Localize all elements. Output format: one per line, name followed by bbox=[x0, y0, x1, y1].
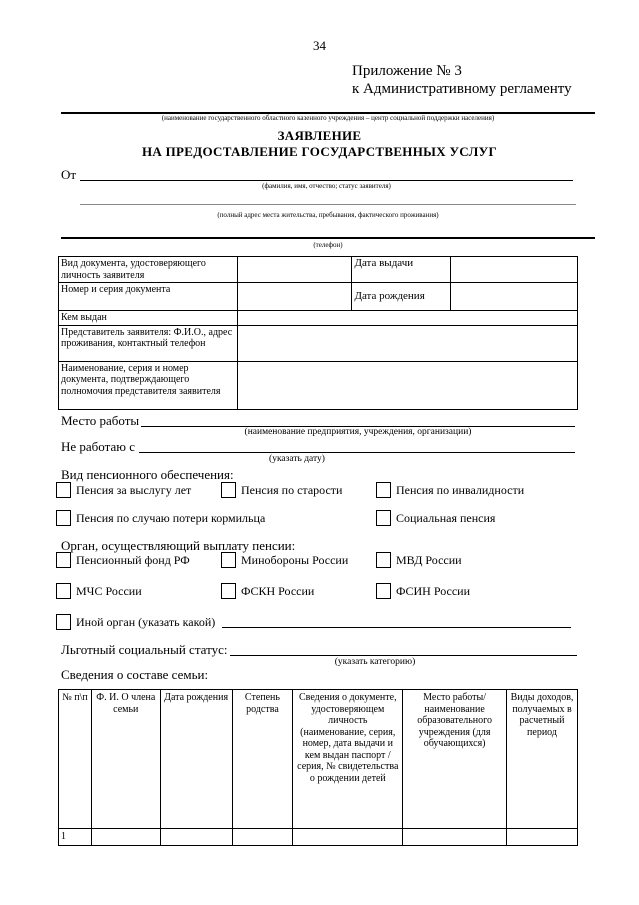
appendix-line-1: Приложение № 3 bbox=[352, 63, 462, 79]
checkbox[interactable] bbox=[56, 614, 71, 630]
col-income: Виды доходов, получаемых в расчетный период bbox=[507, 690, 578, 829]
birth-date-value[interactable] bbox=[451, 283, 578, 311]
authority-doc-label: Наименование, серия и номер документа, подтверждающего полномочия представителя заявителя bbox=[59, 361, 238, 409]
pension-heading: Вид пенсионного обеспечения: bbox=[61, 467, 234, 482]
representative-label: Представитель заявителя: Ф.И.О., адрес проживания, контактный телефон bbox=[59, 325, 238, 361]
from-label: От bbox=[61, 167, 77, 182]
checkbox[interactable] bbox=[376, 510, 391, 526]
appendix-line-2: к Административному регламенту bbox=[352, 81, 572, 97]
social-status-field[interactable] bbox=[230, 655, 577, 656]
doc-number-value[interactable] bbox=[237, 283, 352, 311]
pension-option-survivor[interactable]: Пенсия по случаю потери кормильца bbox=[56, 510, 265, 526]
issue-date-value[interactable] bbox=[451, 257, 578, 283]
payer-option-pfr[interactable]: Пенсионный фонд РФ bbox=[56, 552, 190, 568]
address-field[interactable] bbox=[80, 204, 576, 205]
row-number: 1 bbox=[59, 829, 92, 846]
payer-option-fskn[interactable]: ФСКН России bbox=[221, 583, 314, 599]
form-title-2: НА ПРЕДОСТАВЛЕНИЕ ГОСУДАРСТВЕННЫХ УСЛУГ bbox=[141, 144, 498, 159]
row-cell[interactable] bbox=[507, 829, 578, 846]
row-cell[interactable] bbox=[160, 829, 232, 846]
checkbox[interactable] bbox=[56, 552, 71, 568]
col-id-document: Сведения о документе, удостоверяющем личность (наименование, серия, номер, дата выдачи и кем выдан паспорт / серия, № свидетельства о рождении детей bbox=[293, 690, 403, 829]
not-working-date-field[interactable] bbox=[139, 452, 575, 453]
col-name: Ф. И. О члена семьи bbox=[91, 690, 160, 829]
authority-doc-value[interactable] bbox=[237, 361, 577, 409]
checkbox[interactable] bbox=[376, 482, 391, 498]
issued-by-label: Кем выдан bbox=[59, 311, 238, 326]
row-cell[interactable] bbox=[232, 829, 293, 846]
doc-type-label: Вид документа, удостоверяющего личность заявителя bbox=[59, 257, 238, 283]
checkbox[interactable] bbox=[221, 552, 236, 568]
document-table bbox=[58, 256, 578, 410]
payer-option-mchs[interactable]: МЧС России bbox=[56, 583, 142, 599]
checkbox[interactable] bbox=[221, 583, 236, 599]
payer-option-other[interactable]: Иной орган (указать какой) bbox=[56, 614, 215, 630]
phone-caption: (телефон) bbox=[313, 241, 343, 249]
checkbox[interactable] bbox=[56, 583, 71, 599]
issued-by-value[interactable] bbox=[237, 311, 577, 326]
payer-option-fsin[interactable]: ФСИН России bbox=[376, 583, 470, 599]
pension-option-social[interactable]: Социальная пенсия bbox=[376, 510, 495, 526]
col-relation: Степень родства bbox=[232, 690, 293, 829]
form-title-1: ЗАЯВЛЕНИЕ bbox=[277, 128, 362, 143]
representative-value[interactable] bbox=[237, 325, 577, 361]
doc-number-label: Номер и серия документа bbox=[59, 283, 238, 311]
checkbox[interactable] bbox=[56, 482, 71, 498]
table-row bbox=[59, 829, 578, 846]
social-status-caption: (указать категорию) bbox=[334, 657, 416, 667]
social-status-label: Льготный социальный статус: bbox=[61, 642, 228, 657]
pension-option-old-age[interactable]: Пенсия по старости bbox=[221, 482, 342, 498]
doc-type-value[interactable] bbox=[237, 257, 352, 283]
payer-option-mod[interactable]: Минобороны России bbox=[221, 552, 348, 568]
institution-caption: (наименование государственного областного казенного учреждения – центр социальной поддержки населения) bbox=[161, 114, 495, 122]
date-caption: (указать дату) bbox=[269, 454, 325, 464]
payer-heading: Орган, осуществляющий выплату пенсии: bbox=[61, 538, 296, 553]
name-caption: (фамилия, имя, отчество; статус заявителя) bbox=[262, 182, 391, 190]
name-field[interactable] bbox=[80, 180, 573, 181]
checkbox[interactable] bbox=[376, 552, 391, 568]
pension-option-service[interactable]: Пенсия за выслугу лет bbox=[56, 482, 191, 498]
phone-field[interactable] bbox=[61, 237, 595, 239]
workplace-label: Место работы bbox=[61, 413, 140, 428]
col-number: № п\п bbox=[59, 690, 92, 829]
page-number: 34 bbox=[313, 38, 326, 53]
row-cell[interactable] bbox=[91, 829, 160, 846]
row-cell[interactable] bbox=[293, 829, 403, 846]
workplace-caption: (наименование предприятия, учреждения, организации) bbox=[244, 427, 472, 437]
checkbox[interactable] bbox=[56, 510, 71, 526]
address-caption: (полный адрес места жительства, пребывания, фактического проживания) bbox=[217, 211, 439, 219]
family-heading: Сведения о составе семьи: bbox=[61, 667, 209, 682]
appendix-note bbox=[352, 62, 572, 98]
row-cell[interactable] bbox=[403, 829, 507, 846]
not-working-label: Не работаю с bbox=[61, 439, 135, 454]
col-workplace: Место работы/ наименование образовательного учреждения (для обучающихся) bbox=[403, 690, 507, 829]
birth-date-label: Дата рождения bbox=[352, 283, 451, 311]
col-birth-date: Дата рождения bbox=[160, 690, 232, 829]
checkbox[interactable] bbox=[221, 482, 236, 498]
pension-option-disability[interactable]: Пенсия по инвалидности bbox=[376, 482, 524, 498]
family-table bbox=[58, 689, 578, 846]
checkbox[interactable] bbox=[376, 583, 391, 599]
issue-date-label: Дата выдачи bbox=[352, 257, 451, 283]
other-payer-field[interactable] bbox=[222, 627, 571, 628]
payer-option-mvd[interactable]: МВД России bbox=[376, 552, 462, 568]
